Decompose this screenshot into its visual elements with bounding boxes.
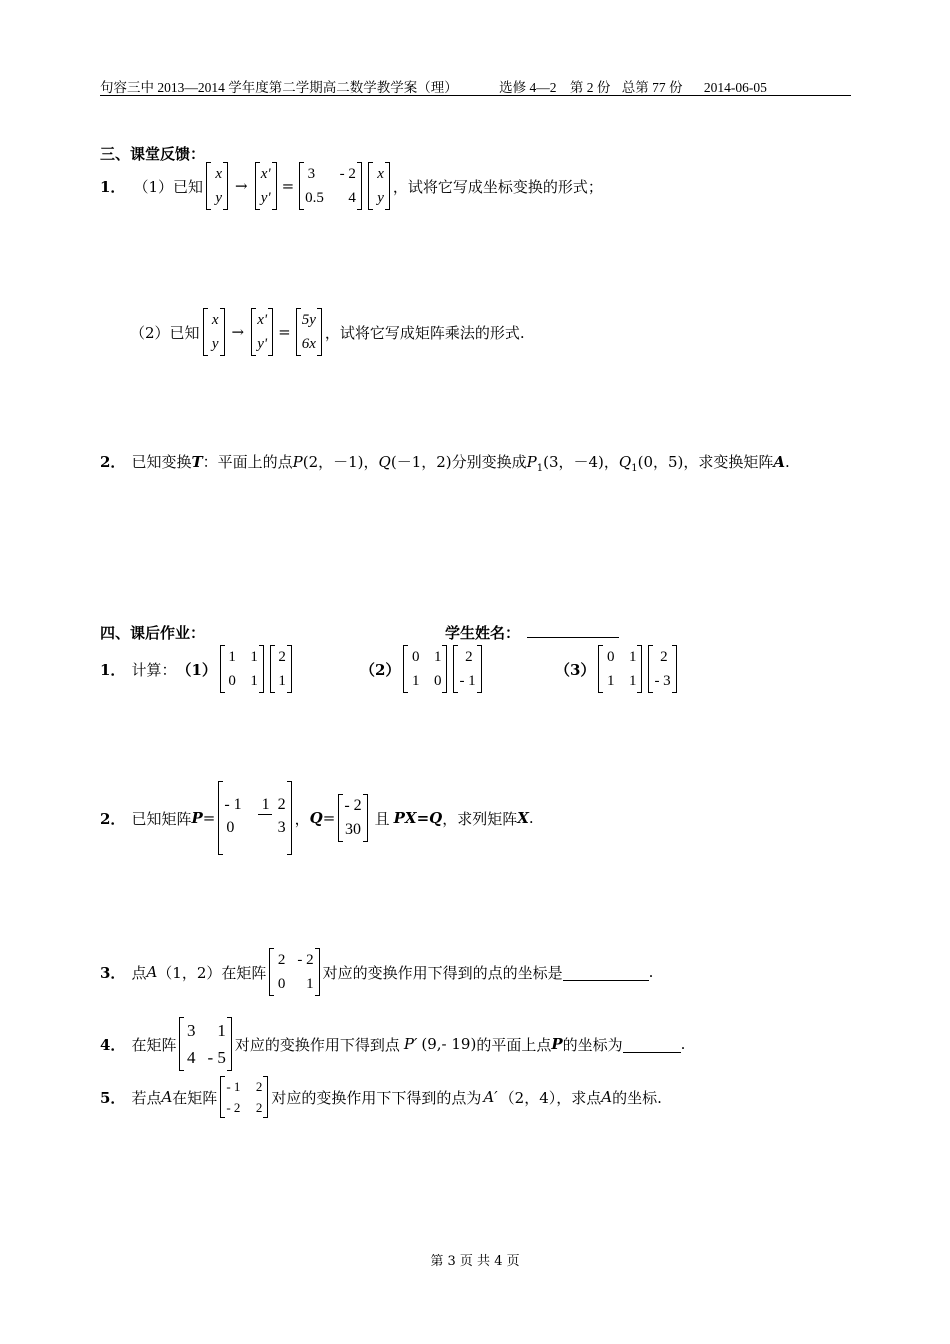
s3-q1-p1-label: （1）已知 <box>133 177 203 196</box>
p2-result-vector: 5y 6x <box>296 308 322 356</box>
q5-matrix: - 1 2 - 2 2 <box>220 1076 268 1118</box>
q4-answer-blank[interactable] <box>623 1036 681 1053</box>
s4-q4: 4． 在矩阵 3 1 4 - 5 对应的变换作用下得到点 P′ (9,- 19) 的平面上点 P 的坐标为 . <box>100 1016 685 1072</box>
calc1-vector: 2 1 <box>270 645 292 693</box>
s3-q1-part2 <box>130 308 525 356</box>
s4-q3: 3． 点 A （1，2）在矩阵 2 - 2 0 1 对应的变换作用下得到的点的坐标是 . <box>100 948 653 996</box>
section3-title: 三、课堂反馈： <box>100 145 206 163</box>
arrow-symbol: → <box>234 177 248 195</box>
student-name-blank[interactable] <box>527 637 619 638</box>
p2-output-vector: x' y' <box>251 308 273 356</box>
transform-matrix: 3 - 2 0.5 4 <box>299 162 362 210</box>
header-rule <box>100 95 851 96</box>
p2-input-vector: x y <box>203 308 225 356</box>
calc2-vector: 2 - 1 <box>453 645 481 693</box>
p2-arrow-symbol: → <box>231 323 245 341</box>
multiplier-vector: x y <box>368 162 390 210</box>
equals-sign: = <box>281 177 295 195</box>
header-course: 选修 4—2 <box>499 80 557 95</box>
matrix-P: - 1 1 2 0 3 <box>218 781 291 855</box>
input-vector: x y <box>206 162 228 210</box>
q3-answer-blank[interactable] <box>563 964 649 981</box>
matrix-Q: - 2 30 <box>338 794 367 842</box>
s3-q1-p2-text: ，试将它写成矩阵乘法的形式. <box>324 323 525 342</box>
s4-q1-part3: （3） 0 1 1 1 2 - 3 <box>555 645 680 693</box>
header-part: 第 2 份 <box>569 80 611 95</box>
section4-title: 四、课后作业： <box>100 624 206 642</box>
s3-q1-number: 1． <box>100 177 126 196</box>
p2-equals-sign: = <box>278 323 291 341</box>
page-footer: 第 3 页 共 4 页 <box>430 1254 520 1269</box>
calc1-matrix: 1 1 0 1 <box>220 645 264 693</box>
s3-q1-p2-label: （2）已知 <box>130 323 200 342</box>
s4-q1-part2: （2） 0 1 1 0 2 - 1 <box>360 645 485 693</box>
output-vector: x' y' <box>255 162 277 210</box>
calc3-vector: 2 - 3 <box>648 645 676 693</box>
header-total: 总第 77 份 <box>621 80 683 95</box>
student-name-label: 学生姓名： <box>445 624 521 642</box>
s3-q1-p1-text: ，试将它写成坐标变换的形式； <box>392 177 603 196</box>
s4-q1: 1． 计算： （1） 1 1 0 1 2 1 <box>100 645 295 693</box>
calc3-matrix: 0 1 1 1 <box>598 645 642 693</box>
s3-q2: 2． 已知变换T：平面上的点P(2，－1)，Q(－1，2)分别变换成$P_1(3$，－4)，$Q_1(0$，5)，求变换矩阵A. <box>100 453 790 474</box>
q4-matrix: 3 1 4 - 5 <box>179 1017 231 1071</box>
s4-q5: 5． 若点 A 在矩阵 - 1 2 - 2 2 对应的变换作用下下得到的点为 A′ （2，4），求点 A 的坐标. <box>100 1074 662 1120</box>
calc2-matrix: 0 1 1 0 <box>403 645 447 693</box>
fraction-one-half: 1 2 <box>258 796 286 815</box>
header-date: 2014-06-05 <box>703 80 767 95</box>
s3-q1-part1 <box>100 162 603 210</box>
page-header <box>100 76 767 96</box>
q3-matrix: 2 - 2 0 1 <box>269 948 319 996</box>
s4-q2: 2． 已知矩阵 P = - 1 1 2 0 3 ， Q = - 2 30 且 PX = Q ，求列矩阵 X . <box>100 780 534 856</box>
header-school: 句容三中 2013—2014 学年度第二学期高二数学教学案（理） <box>100 80 458 95</box>
